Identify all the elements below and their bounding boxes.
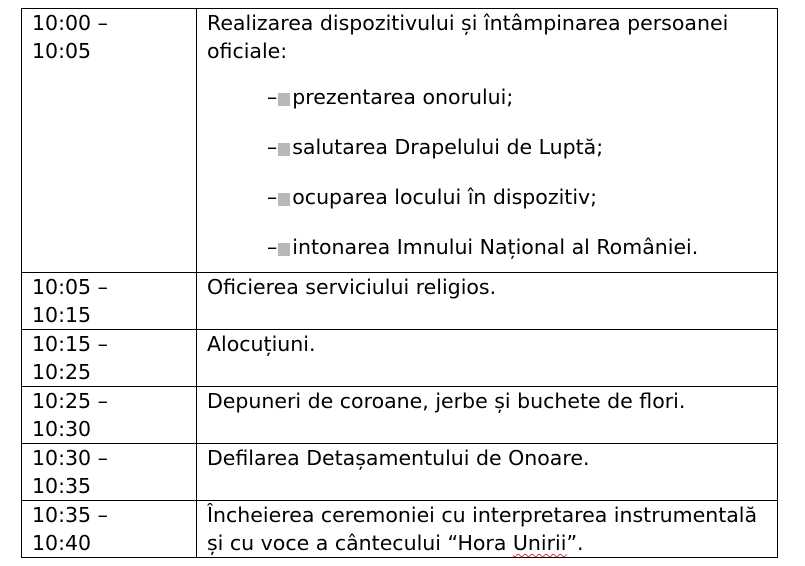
sub-item-list (207, 83, 769, 261)
sub-item-text: ocuparea locului în dispozitiv; (292, 185, 598, 209)
activity-text: Depuneri de coroane, jerbe și buchete de flori. (207, 389, 686, 413)
time-start: 10:30 – (32, 446, 108, 470)
dash-mark: – (267, 185, 278, 209)
time-end: 10:35 (32, 474, 92, 498)
activity-text: Realizarea dispozitivului și întâmpinarea persoanei oficiale: (207, 11, 729, 63)
time-cell (22, 273, 197, 330)
bullet-square-icon (278, 143, 290, 156)
sub-item-text: intonarea Imnului Național al României. (292, 235, 699, 259)
activity-cell (197, 273, 778, 330)
table-row (22, 387, 778, 444)
activity-cell (197, 387, 778, 444)
dash-mark: – (267, 85, 278, 109)
time-end: 10:15 (32, 303, 92, 327)
sub-item-text: prezentarea onorului; (292, 85, 514, 109)
table-row (22, 273, 778, 330)
bullet-square-icon (278, 193, 290, 206)
schedule-table (21, 8, 778, 558)
list-item (207, 133, 769, 161)
table-row (22, 330, 778, 387)
table-row (22, 9, 778, 273)
activity-text: Defilarea Detașamentului de Onoare. (207, 446, 590, 470)
activity-cell (197, 444, 778, 501)
activity-text: Alocuțiuni. (207, 332, 316, 356)
activity-cell (197, 501, 778, 558)
activity-cell (197, 9, 778, 273)
dash-mark: – (267, 135, 278, 159)
time-start: 10:05 – (32, 275, 108, 299)
time-cell (22, 387, 197, 444)
time-cell (22, 501, 197, 558)
time-cell (22, 444, 197, 501)
time-end: 10:05 (32, 39, 92, 63)
table-row (22, 444, 778, 501)
table-row (22, 501, 778, 558)
activity-text: Oficierea serviciului religios. (207, 275, 497, 299)
activity-text-part: Încheierea ceremoniei cu interpretarea instrumentală și cu voce a cântecului “Hora (207, 503, 758, 555)
time-start: 10:25 – (32, 389, 108, 413)
time-start: 10:35 – (32, 503, 108, 527)
time-cell (22, 9, 197, 273)
dash-mark: – (267, 235, 278, 259)
activity-text (207, 501, 769, 557)
bullet-square-icon (278, 93, 290, 106)
activity-text-part: ”. (566, 531, 584, 555)
time-end: 10:30 (32, 417, 92, 441)
time-start: 10:15 – (32, 332, 108, 356)
sub-item-text: salutarea Drapelului de Luptă; (292, 135, 604, 159)
list-item (207, 83, 769, 111)
bullet-square-icon (278, 243, 290, 256)
activity-cell (197, 330, 778, 387)
time-end: 10:25 (32, 360, 92, 384)
time-cell (22, 330, 197, 387)
spellcheck-flagged-word: Unirii (512, 531, 567, 555)
time-start: 10:00 – (32, 11, 108, 35)
time-end: 10:40 (32, 531, 92, 555)
list-item (207, 183, 769, 211)
list-item (207, 233, 769, 261)
